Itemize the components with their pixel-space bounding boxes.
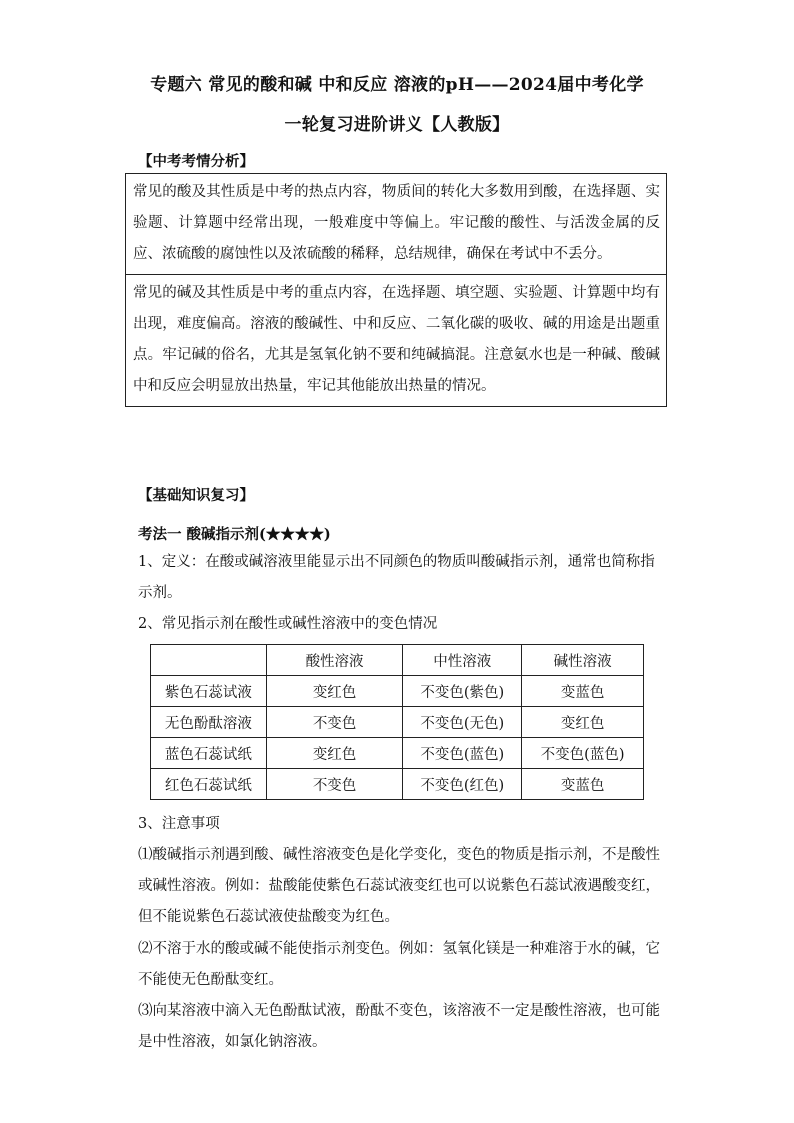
table-cell: 不变色(蓝色) — [522, 738, 644, 769]
exam-analysis-heading: 【中考考情分析】 — [138, 153, 254, 170]
table-row — [151, 676, 644, 707]
definition-text: 1、定义：在酸或碱溶液里能显示出不同颜色的物质叫酸碱指示剂，通常也简称指示剂。 — [138, 554, 655, 601]
exam-analysis-box — [125, 173, 667, 407]
table-header-cell: 碱性溶液 — [522, 645, 644, 676]
table-cell: 无色酚酞溶液 — [151, 707, 267, 738]
table-row — [151, 769, 644, 800]
note-item: ⑴酸碱指示剂遇到酸、碱性溶液变色是化学变化，变色的物质是指示剂，不是酸性或碱性溶液。例如：盐酸能使紫色石蕊试液变红也可以说紫色石蕊试液遇酸变红，但不能说紫色石蕊试液使盐酸变为红色。 — [138, 847, 660, 925]
table-cell: 变红色 — [522, 707, 644, 738]
document-title-line-2: 一轮复习进阶讲义【人教版】 — [284, 115, 510, 135]
table-cell: 不变色 — [266, 769, 403, 800]
document-title-line-1: 专题六 常见的酸和碱 中和反应 溶液的pH——2024届中考化学 — [150, 75, 644, 95]
indicator-color-table — [150, 644, 644, 800]
table-cell: 紫色石蕊试液 — [151, 676, 267, 707]
table-header-cell — [151, 645, 267, 676]
table-cell: 不变色(红色) — [403, 769, 522, 800]
table-cell: 变红色 — [266, 738, 403, 769]
basic-review-heading: 【基础知识复习】 — [138, 487, 254, 504]
table-header-cell: 酸性溶液 — [266, 645, 403, 676]
note-item: ⑵不溶于水的酸或碱不能使指示剂变色。例如：氢氧化镁是一种难溶于水的碱，它不能使无色酚酞变红。 — [138, 941, 660, 988]
table-row — [151, 738, 644, 769]
topic-heading: 考法一 酸碱指示剂(★★★★) — [138, 526, 331, 543]
note-item: ⑶向某溶液中滴入无色酚酞试液，酚酞不变色，该溶液不一定是酸性溶液，也可能是中性溶液，如氯化钠溶液。 — [138, 1003, 660, 1050]
table-cell: 变红色 — [266, 676, 403, 707]
table-header-row — [151, 645, 644, 676]
table-cell: 不变色(紫色) — [403, 676, 522, 707]
table-cell: 变蓝色 — [522, 769, 644, 800]
table-cell: 红色石蕊试纸 — [151, 769, 267, 800]
notes-heading: 3、注意事项 — [138, 816, 220, 832]
base-analysis-text: 常见的碱及其性质是中考的重点内容，在选择题、填空题、实验题、计算题中均有出现，难度偏高。溶液的酸碱性、中和反应、二氧化碳的吸收、碱的用途是出题重点。牢记碱的俗名，尤其是氢氧化钠不要和纯碱搞混。注意氨水也是一种碱、酸碱中和反应会明显放出热量，牢记其他能放出热量的情况。 — [126, 274, 666, 406]
table-cell: 不变色(无色) — [403, 707, 522, 738]
table-row — [151, 707, 644, 738]
table-cell: 不变色 — [266, 707, 403, 738]
table-cell: 蓝色石蕊试纸 — [151, 738, 267, 769]
table-cell: 变蓝色 — [522, 676, 644, 707]
table-header-cell: 中性溶液 — [403, 645, 522, 676]
table-cell: 不变色(蓝色) — [403, 738, 522, 769]
table-intro-text: 2、常见指示剂在酸性或碱性溶液中的变色情况 — [138, 616, 438, 632]
acid-analysis-text: 常见的酸及其性质是中考的热点内容，物质间的转化大多数用到酸，在选择题、实验题、计算题中经常出现，一般难度中等偏上。牢记酸的酸性、与活泼金属的反应、浓硫酸的腐蚀性以及浓硫酸的稀释，总结规律，确保在考试中不丢分。 — [133, 184, 660, 262]
